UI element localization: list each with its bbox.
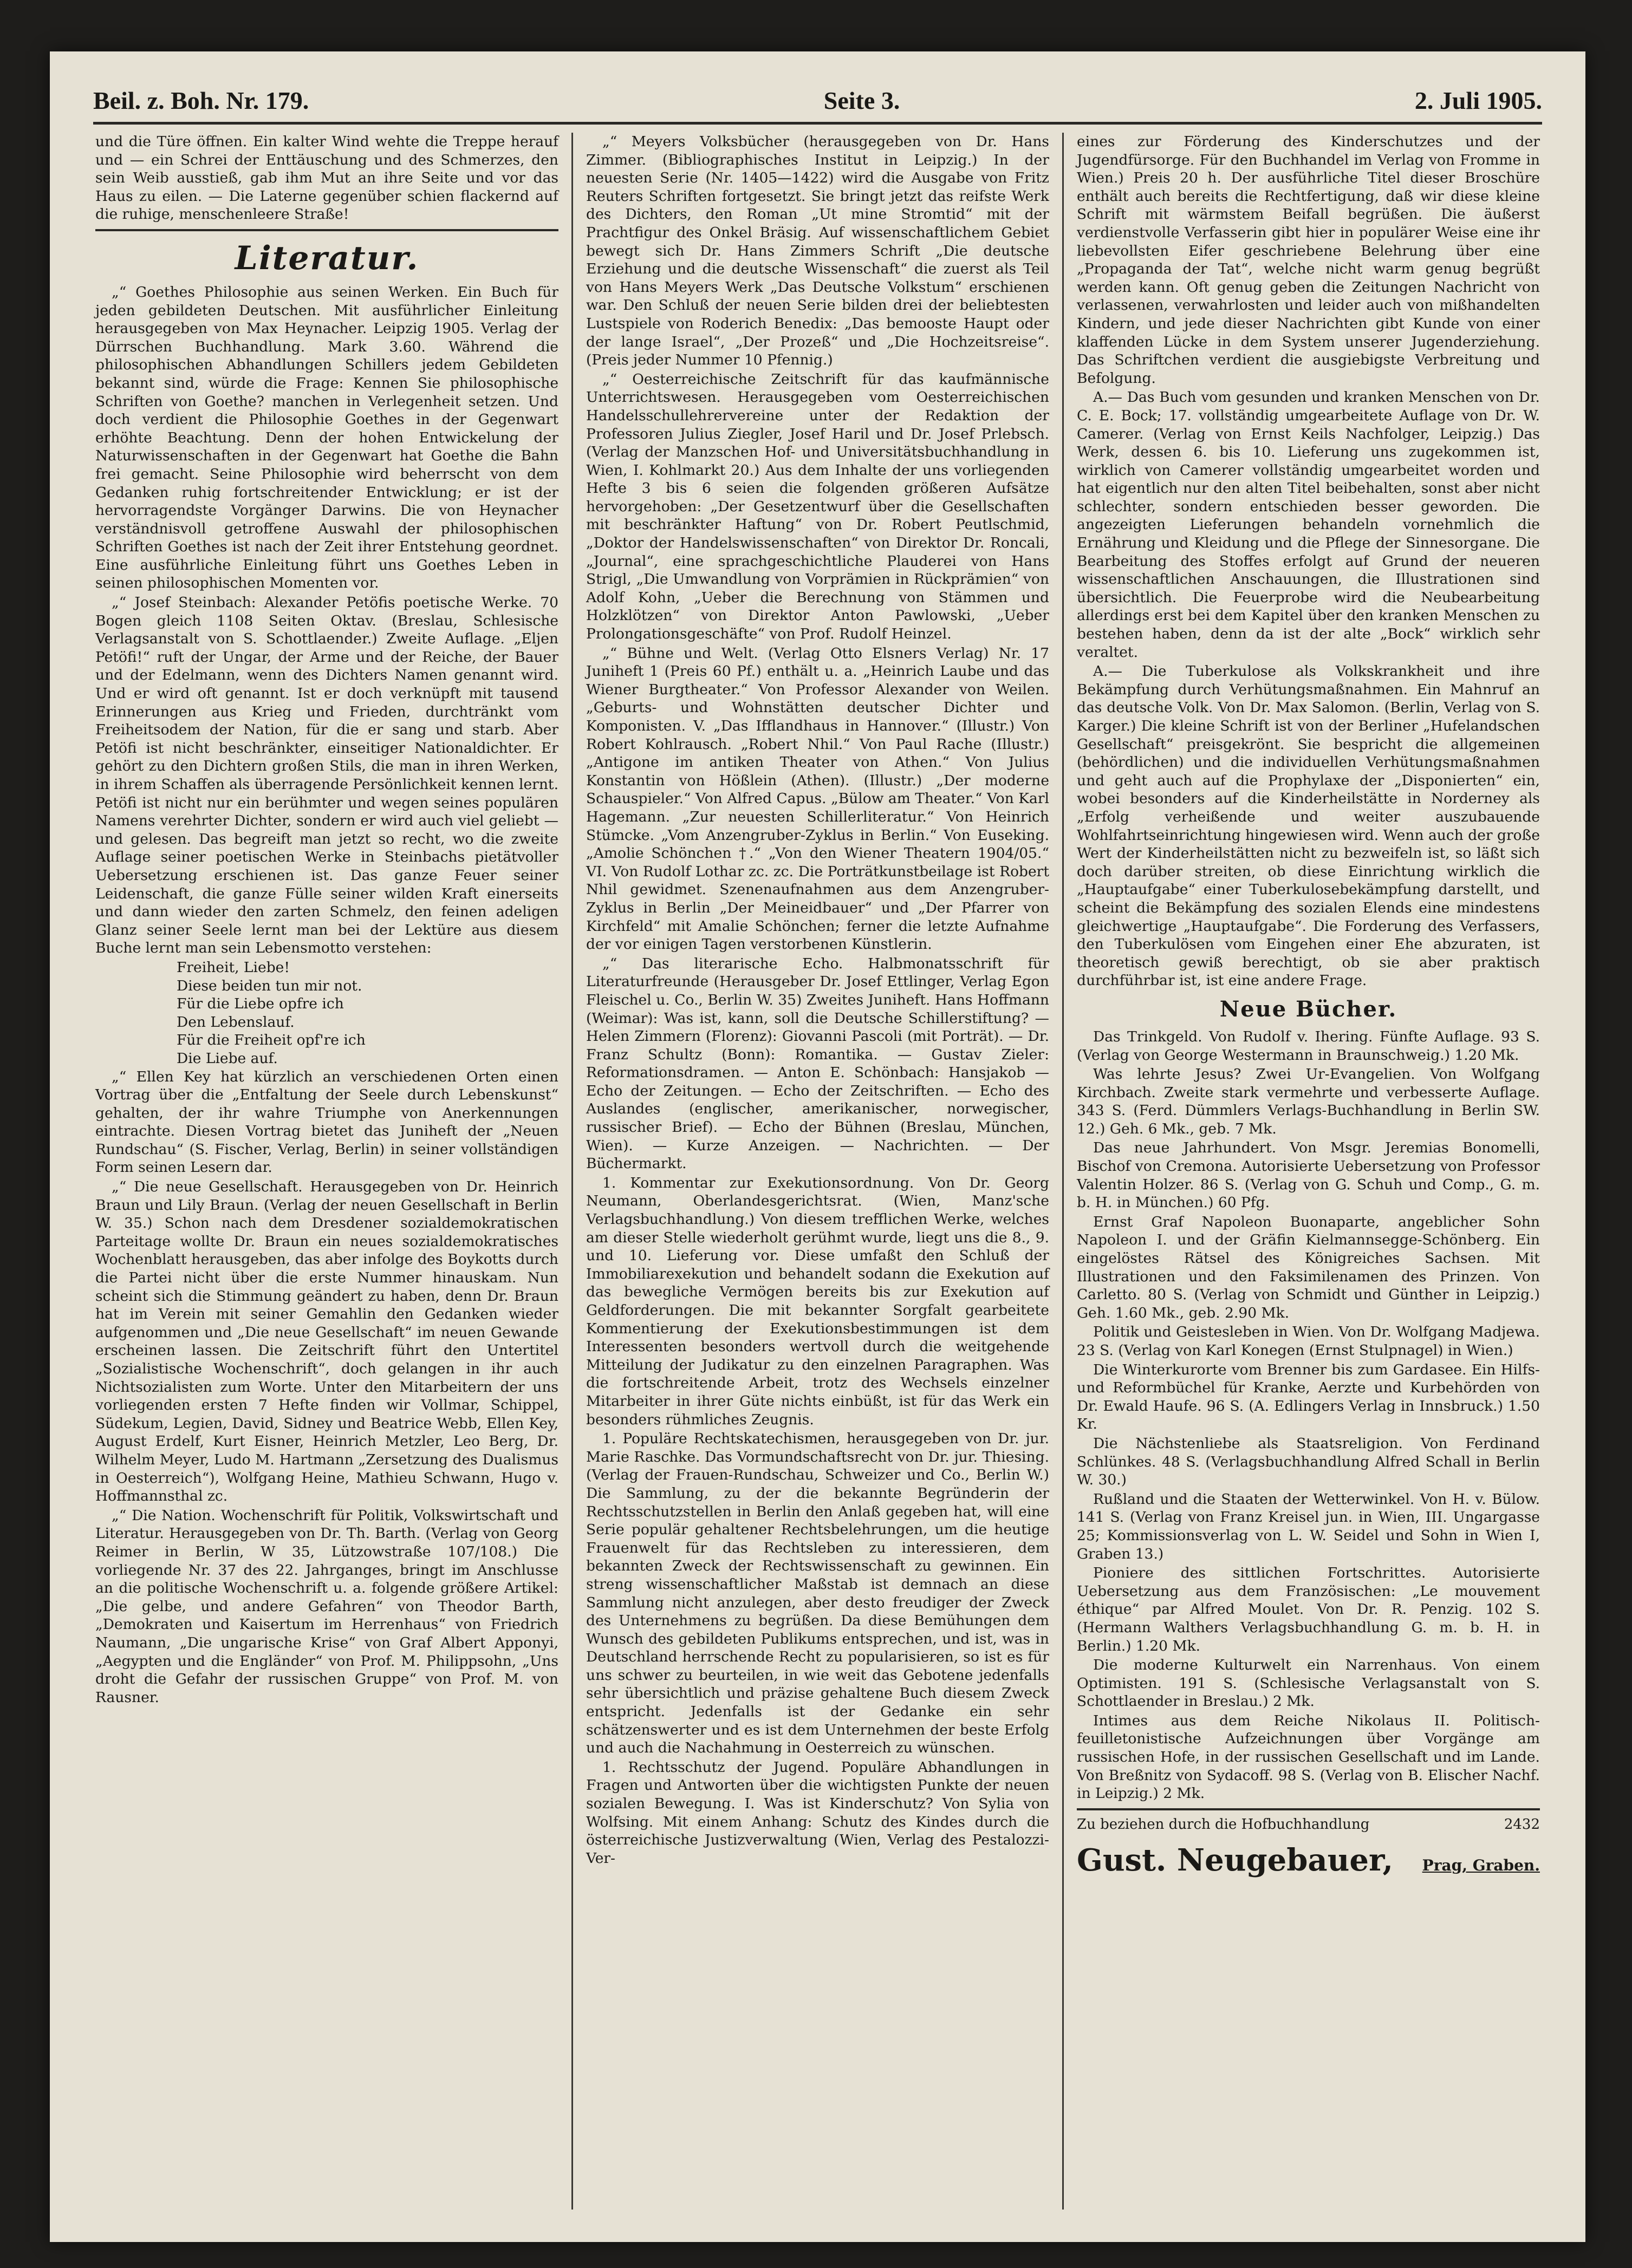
issue-date: 2. Juli 1905. xyxy=(1414,86,1542,114)
article-meyers-volksbuecher: „“ Meyers Volksbücher (herausgegeben von Dr. Hans Zimmer. (Bibliographisches Institut in Leipzig.) In der neuesten Serie (Nr. 1405—1422) wird die Ausgabe von Fritz Reuters Schriften fortgesetzt. Sie bringt jetzt das reifste Werk des Dichters, den Roman „Ut mine Stromtid“ mit der Prachtfigur des Onkel Bräsig. Auf wissenschaftlichem Gebiet bewegt sich Dr. Hans Zimmers Schrift „Die deutsche Erziehung und die deutsche Wissenschaft“ die zuerst als Teil von Hans Meyers Werk „Das Deutsche Volkstum“ erschienen war. Den Schluß der neuen Serie bilden drei der beliebtesten Lustspiele von Roderich Benedix: „Das bemooste Haupt oder der lange Israel“, „Der Prozeß“ und „Die Hochzeitsreise“. (Preis jeder Nummer 10 Pfennig.) xyxy=(586,133,1049,369)
bookstore-place: Prag, Graben. xyxy=(1422,1856,1540,1875)
book-entry: Ernst Graf Napoleon Buonaparte, angeblicher Sohn Napoleon I. und der Gräfin Kielmannsegge-Schönberg. Ein eingelöstes Rätsel des Königreiches Sachsen. Mit Illustrationen und den Faksimilenamen des Prinzen. Von Carletto. 80 S. (Verlag von Schmidt und Günther in Leipzig.) Geh. 1.60 Mk., geb. 2.90 Mk. xyxy=(1077,1213,1540,1321)
store-note-text: Zu beziehen durch die Hofbuchhandlung xyxy=(1077,1816,1370,1833)
article-tuberkulose: A.— Die Tuberkulose als Volkskrankheit und ihre Bekämpfung durch Verhütungsmaßnahmen. Ein Mahnruf an das deutsche Volk. Von Dr. Max Salomon. (Berlin, Verlag von S. Karger.) Die kleine Schrift ist von der Berliner „Hufelandschen Gesellschaft“ preisgekrönt. Sie bespricht die allgemeinen (behördlichen) und die individuellen Verhütungsmaßnahmen und geht auch auf die Prophylaxe der „Disponierten“ ein, wobei besonders auf die Kinderheilstätte in Norderney als „Erfolg verheißende und weiter auszubauende Wohlfahrtseinrichtung hingewiesen wird. Wenn auch der große Wert der Kinderheilstätten nicht zu bezweifeln ist, so läßt sich doch darüber streiten, ob diese Einrichtung wirklich die „Hauptaufgabe“ einer Tuberkulosebekämpfung darstellt, und scheint die Bekämpfung des sozialen Elends eine mindestens gleichwertige „Hauptaufgabe“. Die Forderung des Verfassers, den Tuberkulösen vom Eingehen einer Ehe abzuraten, ist theoretisch gewiß berechtigt, ob sie aber praktisch durchführbar ist, ist eine andere Frage. xyxy=(1077,663,1540,989)
page-header xyxy=(93,79,1542,125)
article-die-nation: „“ Die Nation. Wochenschrift für Politik, Volkswirtschaft und Literatur. Herausgegeben von Dr. Th. Barth. (Verlag von Georg Reimer in Berlin, W 35, Lützowstraße 107/108.) Die vorliegende Nr. 37 des 22. Jahrganges, bringt im Anschlusse an die politische Wochenschrift u. a. folgende größere Artikel: „Die gelbe, und andere Gefahren“ von Theodor Barth, „Demokraten und Kaisertum im Herrenhaus“ von Friedrich Naumann, „Die ungarische Krise“ von Graf Albert Apponyi, „Aegypten und die Engländer“ von Prof. M. Philippsohn, „Uns droht die Gefahr der russischen Gruppe“ von Prof. M. von Rausner. xyxy=(95,1507,558,1706)
poem-line: Den Lebenslauf. xyxy=(177,1013,295,1031)
article-literarisches-echo: „“ Das literarische Echo. Halbmonatsschrift für Literaturfreunde (Herausgeber Dr. Josef Ettlinger, Verlag Egon Fleischel u. Co., Berlin W. 35) Zweites Juniheft. Hans Hoffmann (Weimar): Was ist, kann, soll die Deutsche Schillerstiftung? — Helen Zimmern (Florenz): Giovanni Pascoli (mit Porträt). — Dr. Franz Schultz (Bonn): Romantika. — Gustav Zieler: Reformationsdramen. — Anton E. Schönbach: Hansjakob — Echo der Zeitungen. — Echo der Zeitschriften. — Echo des Auslandes (englischer, amerikanischer, norwegischer, russischer Brief). — Echo der Bühnen (Breslau, München, Wien). — Kurze Anzeigen. — Nachrichten. — Der Büchermarkt. xyxy=(586,955,1049,1172)
column-1 xyxy=(82,133,571,2210)
column-3 xyxy=(1062,133,1553,2210)
divider xyxy=(95,229,558,231)
column-2 xyxy=(571,133,1062,2210)
columns xyxy=(82,133,1553,2210)
article-rechtskatechismen: 1. Populäre Rechtskatechismen, herausgegeben von Dr. jur. Marie Raschke. Das Vormundschaftsrecht von Dr. jur. Thiesing. (Verlag der Frauen-Rundschau, Schweizer und Co., Berlin W.) Die Sammlung, zu der die bekannte Begründerin der Rechtsschutzstellen in Berlin den Anlaß gegeben hat, will eine Serie populär gehaltener Rechtsbelehrungen, um die heutige Frauenwelt für das Rechtsleben zu interessieren, dem bekannten Zweck der Rechtswissenschaft zu gewinnen. Ein streng wissenschaftlicher Maßstab ist demnach an diese Sammlung nicht anzulegen, aber desto freudiger der Zweck des Unternehmens zu begrüßen. Da diese Bemühungen dem Wunsch des gebildeten Publikums entsprechen, und ist, was in Deutschland herrschende Recht zu popularisieren, so ist es für uns schwer zu beurteilen, in wie weit das Gebotene jedenfalls sehr übersichtlich und präzise gehaltene Buch diesem Zweck entspricht. Jedenfalls ist der Gedanke ein sehr schätzenswerter und es ist dem Unternehmen der beste Erfolg und auch die Nachahmung in Oesterreich zu wünschen. xyxy=(586,1430,1049,1757)
book-entry: Die Winterkurorte vom Brenner bis zum Gardasee. Ein Hilfs- und Reformbüchel für Kranke, Aerzte und Kurbehörden von Dr. Ewald Haufe. 96 S. (A. Edlingers Verlag in Innsbruck.) 1.50 Kr. xyxy=(1077,1361,1540,1433)
newspaper-page xyxy=(50,51,1585,2242)
book-entry: Politik und Geistesleben in Wien. Von Dr. Wolfgang Madjewa. 23 S. (Verlag von Karl Konegen (Ernst Stulpnagel) in Wien.) xyxy=(1077,1324,1540,1359)
book-entry: Pioniere des sittlichen Fortschrittes. Autorisierte Uebersetzung aus dem Französischen: „Le mouvement éthique“ par Alfred Moulet. Von Dr. R. Penzig. 102 S. (Hermann Walthers Verlagsbuchhandlung G. m. b. H. in Berlin.) 1.20 Mk. xyxy=(1077,1565,1540,1654)
article-buch-gesunden: A.— Das Buch vom gesunden und kranken Menschen von Dr. C. E. Bock; 17. vollständig umgearbeitete Auflage von Dr. W. Camerer. (Verlag von Ernst Keils Nachfolger, Leipzig.) Das Werk, dessen 6. bis 10. Lieferung uns zugekommen ist, wirklich von Camerer vollständig umgearbeitet worden und hat eigentlich nur den alten Titel beibehalten, sonst aber nicht schlechter, sondern entschieden besser geworden. Die angezeigten Lieferungen behandeln vornehmlich die Ernährung und Kleidung und die Pflege der Sinnesorgane. Die Bearbeitung des Stoffes erfolgt auf Grund der neueren wissenschaftlichen Anschauungen, die Illustrationen sind übersichtlich. Die Feuerprobe wird die Neubearbeitung allerdings erst bei dem Kapitel über den kranken Menschen zu bestehen haben, denn da ist der alte „Bock“ wirklich sehr veraltet. xyxy=(1077,389,1540,661)
book-entry: Die Nächstenliebe als Staatsreligion. Von Ferdinand Schlünkes. 48 S. (Verlagsbuchhandlung Alfred Schall in Berlin W. 30.) xyxy=(1077,1435,1540,1489)
page-number: Seite 3. xyxy=(823,86,900,114)
ad-number: 2432 xyxy=(1504,1816,1540,1833)
section-title-literatur: Literatur. xyxy=(235,239,419,277)
book-entry: Das neue Jahrhundert. Von Msgr. Jeremias Bonomelli, Bischof von Cremona. Autorisierte Uebersetzung von Professor Valentin Holzer. 86 S. (Verlag von G. Schuh und Comp., G. m. b. H. in München.) 60 Pfg. xyxy=(1077,1139,1540,1211)
issue-label: Beil. z. Boh. Nr. 179. xyxy=(93,86,309,114)
poem-line: Die Liebe auf. xyxy=(177,1050,278,1067)
book-entry: Die moderne Kulturwelt ein Narrenhaus. Von einem Optimisten. 191 S. (Schlesische Verlagsanstalt von S. Schottlaender in Breslau.) 2 Mk. xyxy=(1077,1657,1540,1710)
article-neue-gesellschaft: „“ Die neue Gesellschaft. Herausgegeben von Dr. Heinrich Braun und Lily Braun. (Verlag der neuen Gesellschaft in Berlin W. 35.) Schon nach dem Dresdener sozialdemokratischen Parteitage wollte Dr. Braun ein neues sozialdemokratisches Wochenblatt herausgeben, das aber infolge des Boykotts durch die Partei nicht über die erste Nummer hinauskam. Nun scheint sich die Stimmung geändert zu haben, denn Dr. Braun hat im Verein mit seiner Gemahlin den Gedanken wieder aufgenommen und „Die neue Gesellschaft“ im neuen Gewande erscheinen lassen. Die Zeitschrift führt den Untertitel „Sozialistische Wochenschrift“, doch gelangen in ihr auch Nichtsozialisten zum Worte. Unter den Mitarbeitern der uns vorliegenden ersten 7 Hefte finden wir Vollmar, Schippel, Südekum, Legien, David, Sidney und Beatrice Webb, Ellen Key, August Erdelf, Kurt Eisner, Heinrich Metzler, Leo Berg, Dr. Wilhelm Meyer, Ludo M. Hartmann „Zersetzung des Dualismus in Oesterreich“), Wolfgang Heine, Mathieu Schwann, Hugo v. Hoffmannsthal zc. xyxy=(95,1178,558,1505)
book-entry: Das Trinkgeld. Von Rudolf v. Ihering. Fünfte Auflage. 93 S. (Verlag von George Westermann in Braunschweig.) 1.20 Mk. xyxy=(1077,1028,1540,1064)
divider xyxy=(1077,1808,1540,1810)
article-steinbach: „“ Josef Steinbach: Alexander Petöfis poetische Werke. 70 Bogen gleich 1108 Seiten Oktav. (Breslau, Schlesische Verlagsanstalt von S. Schottlaender.) Zweite Auflage. „Eljen Petöfi!“ ruft der Ungar, der Arme und der Reiche, der Bauer und der Edelmann, wenn des Dichters Namen genannt wird. Und er wird oft genannt. Ist er doch verknüpft mit tausend Erinnerungen aus Krieg und Frieden, durchtränkt vom Freiheitsodem der Nation, für die er sang und starb. Aber Petöfi ist nicht beschränkter, einseitiger Nationaldichter. Er gehört zu den Dichtern großen Stils, die man in ihren Werken, in ihrem Schaffen als überragende Persönlichkeit kennen lernt. Petöfi ist nicht nur ein berühmter und wegen seines populären Namens verehrter Dichter, sondern er wird auch viel geliebt — und gelesen. Das begreift man jetzt so recht, wo die zweite Auflage seiner poetischen Werke in Steinbachs pietätvoller Uebersetzung erschienen ist. Das ganze Feuer seiner Leidenschaft, die ganze Fülle seiner wilden Kraft einerseits und dann wieder den zarten Schmelz, den feinen adeligen Glanz seiner Seele lernt man bei der Lektüre aus diesem Buche lernt man sein Lebensmotto verstehen: xyxy=(95,594,558,957)
article-oesterr-zeitschrift: „“ Oesterreichische Zeitschrift für das kaufmännische Unterrichtswesen. Herausgegeben vom Oesterreichischen Handelsschullehrervereine unter der Redaktion der Professoren Julius Ziegler, Josef Haril und Dr. Josef Prlebsch. (Verlag der Manzschen Hof- und Universitätsbuchhandlung in Wien, I. Kohlmarkt 20.) Aus dem Inhalte der uns vorliegenden Hefte 3 bis 6 seien die folgenden größeren Aufsätze hervorgehoben: „Der Gesetzentwurf über die Gesellschaften mit beschränkter Haftung“ von Dr. Robert Peutlschmid, „Doktor der Handelswissenschaften“ von Direktor Dr. Roncali, „Journal“, eine sprachgeschichtliche Plauderei von Hans Strigl, „Die Umwandlung von Vorprämien in Rückprämien“ von Adolf Kohn, „Ueber die Berechnung von Stämmen und Holzklötzen“ von Direktor Anton Pawlowski, „Ueber Prolongationsgeschäfte“ von Prof. Rudolf Heinzel. xyxy=(586,370,1049,643)
book-entry: Was lehrte Jesus? Zwei Ur-Evangelien. Von Wolfgang Kirchbach. Zweite stark vermehrte und verbesserte Auflage. 343 S. (Ferd. Dümmlers Verlags-Buchhandlung in Berlin SW. 12.) Geh. 6 Mk., geb. 7 Mk. xyxy=(1077,1066,1540,1137)
bookstore-ad xyxy=(1077,1841,1540,1885)
article-ellen-key: „“ Ellen Key hat kürzlich an verschiedenen Orten einen Vortrag über die „Entfaltung der Seele durch Lebenskunst“ gehalten, der ihr wahre Triumphe von Anerkennungen eintrachte. Diesen Vortrag bietet das Juniheft der „Neuen Rundschau“ (S. Fischer, Verlag, Berlin) in seiner vollständigen Form seinen Lesern dar. xyxy=(95,1068,558,1176)
bookstore-name: Gust. Neugebauer, xyxy=(1077,1842,1393,1879)
article-goethe: „“ Goethes Philosophie aus seinen Werken. Ein Buch für jeden gebildeten Deutschen. Mit ausführlicher Einleitung herausgegeben von Max Heynacher. Leipzig 1905. Verlag der Dürrschen Buchhandlung. Mark 3.60. Während die philosophischen Abhandlungen Schillers jedem Gebildeten bekannt sind, würde die Frage: Kennen Sie philosophische Schriften von Goethe? manchen in Verlegenheit setzen. Und doch verdient die Philosophie Goethes in der Gegenwart erhöhte Beachtung. Denn der hohen Entwickelung der Naturwissenschaften in der Gegenwart hat Goethe die Bahn frei gemacht. Seine Philosophie wird beherrscht von dem Gedanken ruhig fortschreitender Entwicklung; er ist der hervorragendste Vorgänger Darwins. Die von Heynacher verständnisvoll getroffene Auswahl der philosophischen Schriften Goethes ist nach der Zeit ihrer Entstehung geordnet. Eine ausführliche Einleitung führt uns Goethes Leben in seinen philosophischen Momenten vor. xyxy=(95,283,558,592)
article-continuation: eines zur Förderung des Kinderschutzes und der Jugendfürsorge. Für den Buchhandel im Verlag von Fromme in Wien.) Preis 20 h. Der ausführliche Titel dieser Broschüre enthält auch bereits die Rechtfertigung, daß wir diese kleine Schrift mit wärmstem Beifall begrüßen. Die äußerst verdienstvolle Verfasserin gibt hier in populärer Weise eine ihr liebevollsten Eifer geschriebene Belehrung über eine „Propaganda der Tat“, welche nicht warm genug begrüßt werden kann. Oft genug geben die Zeitungen Nachricht von verlassenen, verwahrlosten und leider auch von mißhandelten Kindern, und jede dieser Nachrichten gibt Kunde von einer klaffenden Lücke in dem System unserer Jugenderziehung. Das Schriftchen verdient die ausgiebigste Verbreitung und Befolgung. xyxy=(1077,133,1540,387)
poem-line: Für die Liebe opfre ich xyxy=(177,995,344,1013)
poem-line: Für die Freiheit opf're ich xyxy=(177,1032,366,1049)
poem-line: Diese beiden tun mir not. xyxy=(177,977,362,994)
article-rechtsschutz-jugend: 1. Rechtsschutz der Jugend. Populäre Abhandlungen in Fragen und Antworten über die wichtigsten Punkte der neuen sozialen Bewegung. I. Was ist Kinderschutz? Von Sylia von Wolfsing. Mit einem Anhang: Schutz des Kindes durch die österreichische Justizverwaltung (Wien, Verlag des Pestalozzi-Ver- xyxy=(586,1758,1049,1867)
article-kommentar: 1. Kommentar zur Exekutionsordnung. Von Dr. Georg Neumann, Oberlandesgerichtsrat. (Wien, Manz'sche Verlagsbuchhandlung.) Von diesem trefflichen Werke, welches am dieser Stelle wiederholt gerühmt wurde, liegt uns die 8., 9. und 10. Lieferung vor. Diese umfaßt den Schluß der Immobiliarexekution und behandelt sodann die Exekution auf das bewegliche Vermögen bereits bis zur Exekution auf Geldforderungen. Die mit bekannter Sorgfalt gearbeitete Kommentierung der Exekutionsbestimmungen ist dem Interessenten besonders wertvoll durch die weitgehende Mitteilung der Judikatur zu den einzelnen Paragraphen. Was die fortschreitende Arbeit, trotz des Wechsels einzelner Mitarbeiter in ihrer Güte nichts einbüßt, ist für das Werk ein besonders rühmliches Zeugnis. xyxy=(586,1174,1049,1428)
book-entry: Intimes aus dem Reiche Nikolaus II. Politisch-feuilletonistische Aufzeichnungen über Vorgänge am russischen Hofe, in der russischen Gesellschaft und im Lande. Von Breßnitz von Sydacoff. 98 S. (Verlag von B. Elischer Nachf. in Leipzig.) 2 Mk. xyxy=(1077,1712,1540,1802)
store-note xyxy=(1077,1816,1540,1834)
story-ending: und die Türe öffnen. Ein kalter Wind wehte die Treppe herauf und — ein Schrei der Enttäuschung und des Schmerzes, den sein Weib ausstieß, gab ihm Mut an ihre Seite und vor das Haus zu eilen. — Die Laterne gegenüber schien flackernd auf die ruhige, menschenleere Straße! xyxy=(95,133,558,223)
section-title-neue-buecher: Neue Bücher. xyxy=(1219,996,1397,1022)
article-buehne-und-welt: „“ Bühne und Welt. (Verlag Otto Elsners Verlag) Nr. 17 Juniheft 1 (Preis 60 Pf.) enthält u. a. „Heinrich Laube und das Wiener Burgtheater.“ Von Professor Alexander von Weilen. „Geburts- und Wohnstätten deutscher Dichter und Komponisten. V. „Das Ifflandhaus in Hannover.“ (Illustr.) Von Robert Kohlrausch. „Robert Nhil.“ Von Paul Rache (Illustr.) „Antigone im antiken Theater von Athen.“ Von Julius Konstantin von Hößlein (Athen). (Illustr.) „Der moderne Schauspieler.“ Von Alfred Capus. „Bülow am Theater.“ Von Karl Hagemann. „Zur neuesten Schillerliteratur.“ Von Heinrich Stümcke. „Vom Anzengruber-Zyklus in Berlin.“ Von Euseking. „Amolie Schönchen †.“ „Von den Wiener Theatern 1904/05.“ VI. Von Rudolf Lothar zc. zc. Die Porträtkunstbeilage ist Robert Nhil gewidmet. Szenenaufnahmen aus dem Anzengruber-Zyklus in Berlin „Der Meineidbauer“ und „Der Pfarrer von Kirchfeld“ mit Amalie Schönchen; ferner die letzte Aufnahme der vor einigen Tagen verstorbenen Künstlerin. xyxy=(586,644,1049,953)
poem-line: Freiheit, Liebe! xyxy=(177,959,290,976)
book-entry: Rußland und die Staaten der Wetterwinkel. Von H. v. Bülow. 141 S. (Verlag von Franz Kreisel jun. in Wien, III. Ungargasse 25; Kommissionsverlag von L. W. Seidel und Sohn in Wien I, Graben 13.) xyxy=(1077,1490,1540,1562)
